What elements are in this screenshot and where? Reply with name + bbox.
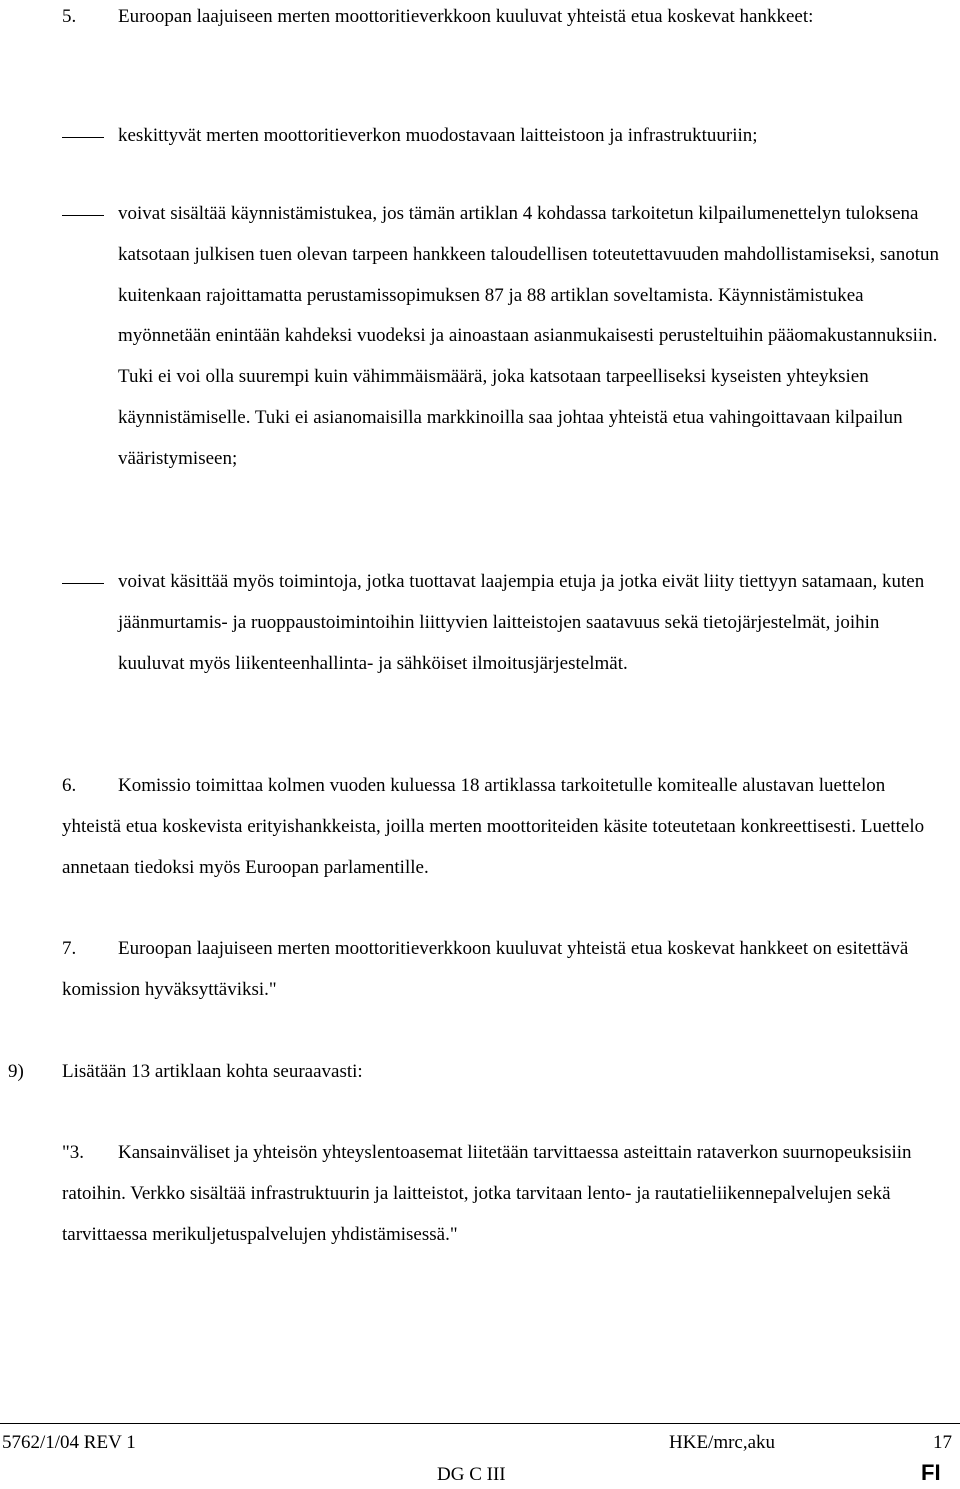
paragraph-number: 7. <box>62 938 77 959</box>
bullet-text: keskittyvät merten moottoritieverkon muodostavaan laitteistoon ja infrastruktuuriin; <box>118 125 758 146</box>
paragraph-number: 5. <box>62 6 77 27</box>
paragraph-number: "3. <box>62 1142 85 1163</box>
bullet-item <box>118 116 942 157</box>
bullet-item <box>118 194 942 480</box>
bullet-text: voivat sisältää käynnistämistukea, jos tämän artiklan 4 kohdassa tarkoitetun kilpailumenettelyn tuloksena katsotaan julkisen tuen olevan tarpeen hankkeen taloudellisen toteutettavuuden mahdollistamiseksi, sanotun kuitenkaan rajoittamatta perustamissopimuksen 87 ja 88 artiklan soveltamista. Käynnistämistukea myönnetään enintään kahdeksi vuodeksi ja ainoastaan asianmukaisesti perusteltuihin pääomakustannuksiin. Tuki ei voi olla suurempi kuin vähimmäismäärä, joka katsotaan tarpeelliseksi kyseisten yhteyksien käynnistämiselle. Tuki ei asianomaisilla markkinoilla saa johtaa yhteistä etua vahingoittavaan kilpailun vääristymiseen; <box>118 203 940 469</box>
paragraph-text: Komissio toimittaa kolmen vuoden kuluessa 18 artiklassa tarkoitetulle komitealle alustavan luettelon yhteistä etua koskevista erityishankkeista, joilla merten moottoriteiden käsite toteutetaan konkreettisesti. Luettelo annetaan tiedoksi myös Euroopan parlamentille. <box>62 775 925 878</box>
paragraph-6 <box>62 766 942 888</box>
paragraph-text: Kansainväliset ja yhteisön yhteyslentoasemat liitetään tarvittaessa asteittain rataverkon suurnopeuksisiin ratoihin. Verkko sisältää infrastruktuurin ja laitteistot, jotka tarvitaan lento- ja rautatieliikennepalvelujen sekä tarvittaessa merikuljetuspalvelujen yhdistämisessä." <box>62 1142 912 1245</box>
point-number: 9) <box>8 1061 24 1082</box>
footer-dg: DG C III <box>437 1464 506 1485</box>
paragraph-text: Euroopan laajuiseen merten moottoritieverkkoon kuuluvat yhteistä etua koskevat hankkeet: <box>118 6 814 27</box>
bullet-item <box>118 562 942 684</box>
paragraph-3 <box>62 1133 942 1255</box>
point-text: Lisätään 13 artiklaan kohta seuraavasti: <box>62 1061 363 1082</box>
paragraph-text: Euroopan laajuiseen merten moottoritieverkkoon kuuluvat yhteistä etua koskevat hankkeet on esitettävä komission hyväksyttäviksi." <box>62 938 909 1000</box>
paragraph-5 <box>62 0 942 38</box>
bullet-text: voivat käsittää myös toimintoja, jotka tuottavat laajempia etuja ja jotka eivät liity tiettyyn satamaan, kuten jäänmurtamis- ja ruoppaustoimintoihin liittyvien laitteistojen saatavuus sekä tietojärjestelmät, joihin kuuluvat myös liikenteenhallinta- ja sähköiset ilmoitusjärjestelmät. <box>118 571 925 674</box>
footer-doc-ref: 5762/1/04 REV 1 <box>2 1432 136 1453</box>
paragraph-7 <box>62 929 942 1011</box>
footer-page-number: 17 <box>933 1432 952 1453</box>
footer-author: HKE/mrc,aku <box>669 1432 776 1453</box>
paragraph-number: 6. <box>62 775 77 796</box>
footer-divider <box>0 1423 960 1424</box>
footer-language-code: FI <box>921 1460 941 1485</box>
